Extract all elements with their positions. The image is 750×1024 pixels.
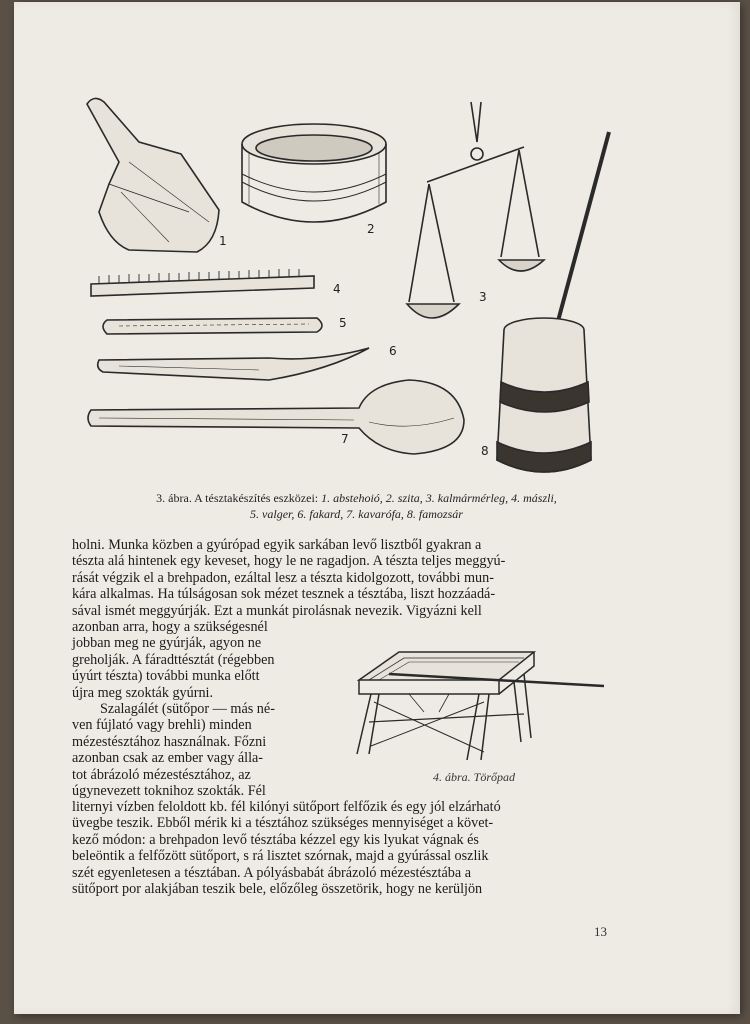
text-line: sával ismét meggyúrják. Ezt a munkát pirolásnak nevezik. Vigyázni kell: [72, 602, 482, 619]
valger-rolling-pin: [103, 318, 322, 334]
caption-item-7: 7. kavarófa,: [346, 507, 407, 521]
text-line: úgynevezett toknihoz szokták. Fél: [72, 783, 266, 800]
text-line: Szalagálét (sütőpor — más né-: [100, 701, 275, 718]
fakard-wooden-knife: [98, 348, 369, 380]
paragraph-2: [72, 799, 616, 897]
abstehoio-paddle: [87, 98, 219, 252]
caption-item-5: 5. valger,: [250, 507, 298, 521]
kavarofa-stirring-spoon: [88, 380, 464, 454]
caption-item-6: 6. fakard,: [297, 507, 347, 521]
figure-4-illustration: [349, 642, 611, 767]
caption-item-4: 4. mászli,: [511, 491, 557, 505]
text-line: tészta alá hintenek egy keveset, hogy le ne ragadjon. A tészta teljes meggyú-: [72, 553, 506, 570]
text-line: úyúrt tészta) további munka előtt: [72, 668, 260, 685]
figure-label-3: 3: [479, 290, 487, 304]
text-line: azonban csak az ember vagy álla-: [72, 750, 264, 767]
text-line: kára alkalmas. Ha túlságosan sok mézet tesznek a tésztába, liszt hozzáadá-: [72, 586, 496, 603]
maszli-comb: [91, 269, 314, 296]
paragraph-1: [72, 537, 616, 619]
figure-4-caption: 4. ábra. Törőpad: [432, 770, 515, 784]
page-number: 13: [594, 924, 607, 939]
caption-prefix: 3. ábra. A tésztakészítés eszközei:: [156, 491, 322, 505]
caption-item-1: 1. abstehoió,: [321, 491, 386, 505]
szita-sieve: [242, 124, 386, 222]
figure-label-6: 6: [389, 344, 397, 358]
text-line: ven fújlató vagy brehli) minden: [72, 717, 252, 734]
text-line: kező módon: a brehpadon levő tésztába kézzel egy kis lyukat vágnak és: [72, 831, 479, 848]
text-line: azonban arra, hogy a szükségesnél: [72, 619, 268, 635]
figure-label-8: 8: [481, 444, 489, 458]
text-line: beleöntik a felfőzött sütőport, s rá lisztet szórnak, majd a gyúrással oszlik: [72, 848, 489, 865]
left-column-text: [72, 619, 330, 799]
kalmarmerleg-scale: [407, 102, 544, 318]
figure-label-7: 7: [341, 432, 349, 446]
caption-item-3: 3. kalmármérleg,: [425, 491, 512, 505]
toropad-drawing: [349, 642, 611, 767]
text-line: újra meg szokták gyúrni.: [72, 684, 214, 701]
text-line: liternyi vízben feloldott kb. fél kilónyi sütőport felfőzik és egy jól elzárható: [72, 799, 501, 815]
figure-label-4: 4: [333, 282, 341, 296]
figure-label-5: 5: [339, 316, 347, 330]
book-page: [14, 2, 740, 1014]
text-line: szét egyenletesen a tésztában. A pólyásbabát ábrázoló mézestésztába a: [72, 864, 472, 881]
text-line: jobban meg ne gyúrják, agyon ne: [72, 635, 262, 652]
figure-label-2: 2: [367, 222, 375, 236]
text-line: holni. Munka közben a gyúrópad egyik sarkában levő lisztből gyakran a: [72, 537, 482, 553]
caption-item-8: 8. famozsár: [406, 507, 463, 521]
figure-3-illustration: [69, 92, 629, 487]
text-line: tot ábrázoló mézestésztához, az: [72, 766, 251, 783]
text-line: üvegbe teszik. Ebből mérik ki a tésztához szükséges mennyiséget a követ-: [72, 815, 494, 832]
figure-3-caption: [84, 490, 629, 522]
text-line: rását végzik el a brehpadon, ezáltal lesz a tészta kidolgozott, további mun-: [72, 569, 494, 586]
tools-drawing: [69, 92, 629, 487]
caption-item-2: 2. szita,: [385, 491, 426, 505]
figure-label-1: 1: [219, 234, 227, 248]
text-line: mézestésztához használnak. Főzni: [72, 733, 267, 750]
text-line: sütőport por alakjában teszik bele, előzőleg összetörik, hogy ne kerüljön: [72, 881, 483, 898]
text-line: greholják. A fáradttésztát (régebben: [72, 651, 275, 668]
